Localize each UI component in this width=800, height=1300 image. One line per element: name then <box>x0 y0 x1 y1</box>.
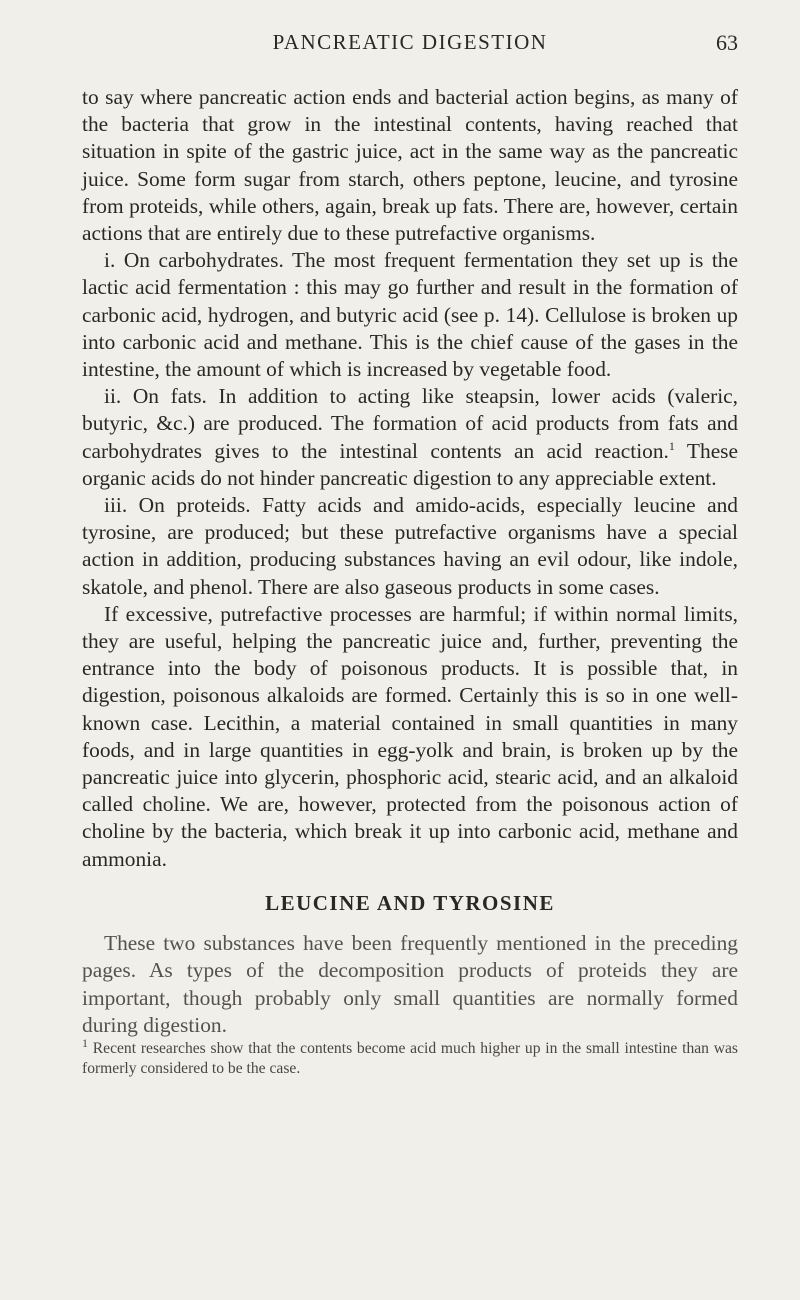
paragraph-putrefaction: If excessive, putrefactive processes are harmful; if within normal limits, they are useful, helping the pancreatic juice and, further, preventing the entrance into the body of poisonous products. It is possible that, in digestion, poisonous alkaloids are formed. Certainly this is so in one well-known case. Lecithin, a material contained in small quantities in many foods, and in large quantities in egg-yolk and brain, is broken up by the pancreatic juice into glycerin, phosphoric acid, stearic acid, and an alkaloid called choline. We are, however, protected from the poisonous action of choline by the bacteria, which break it up into carbonic acid, methane and ammonia. <box>82 601 738 871</box>
running-head <box>82 30 738 60</box>
paragraph-carbohydrates: i. On carbohydrates. The most frequent fermentation they set up is the lactic acid fermentation : this may go further and result in the formation of carbonic acid, hydrogen, and butyric acid (see p. 14). Cellulose is broken up into carbonic acid and methane. This is the chief cause of the gases in the intestine, the amount of which is increased by vegetable food. <box>82 248 738 382</box>
footnote-marker: 1 <box>82 1035 88 1050</box>
running-title: PANCREATIC DIGESTION <box>272 30 548 54</box>
footnote-reference: 1 <box>668 438 675 453</box>
paragraph-fats <box>82 383 738 492</box>
footnote-text: Recent researches show that the contents become acid much higher up in the small intestine than was formerly considered to be the case. <box>82 1039 738 1077</box>
body-text <box>82 84 738 1079</box>
paragraph-proteids: iii. On proteids. Fatty acids and amido-acids, especially leucine and tyrosine, are produced; but these putrefactive organisms have a special action in addition, producing substances having an evil odour, like indole, skatole, and phenol. There are also gaseous products in some cases. <box>82 493 738 599</box>
footnote <box>82 1035 738 1079</box>
paragraph-fats-text: ii. On fats. In addition to acting like steapsin, lower acids (valeric, butyric, &c.) are produced. The formation of acid products from fats and carbohydrates gives to the intestinal contents an acid reaction. <box>82 384 738 463</box>
section-heading: LEUCINE AND TYROSINE <box>265 890 555 915</box>
paragraph-fats-text-cont: These organic acids do not hinder pancreatic digestion to any appreciable extent. <box>82 438 739 490</box>
page-number: 63 <box>716 30 738 55</box>
paragraph-leucine-tyrosine: These two substances have been frequently mentioned in the preceding pages. As types of the decomposition products of proteids they are important, though probably only small quantities are normally formed during digestion. <box>82 931 738 1037</box>
paragraph-continuation: to say where pancreatic action ends and bacterial action begins, as many of the bacteria that grow in the intestinal contents, having reached that situation in spite of the gastric juice, act in the same way as the pancreatic juice. Some form sugar from starch, others peptone, leucine, and tyrosine from proteids, while others, again, break up fats. There are, however, certain actions that are entirely due to these putrefactive organisms. <box>82 85 738 246</box>
